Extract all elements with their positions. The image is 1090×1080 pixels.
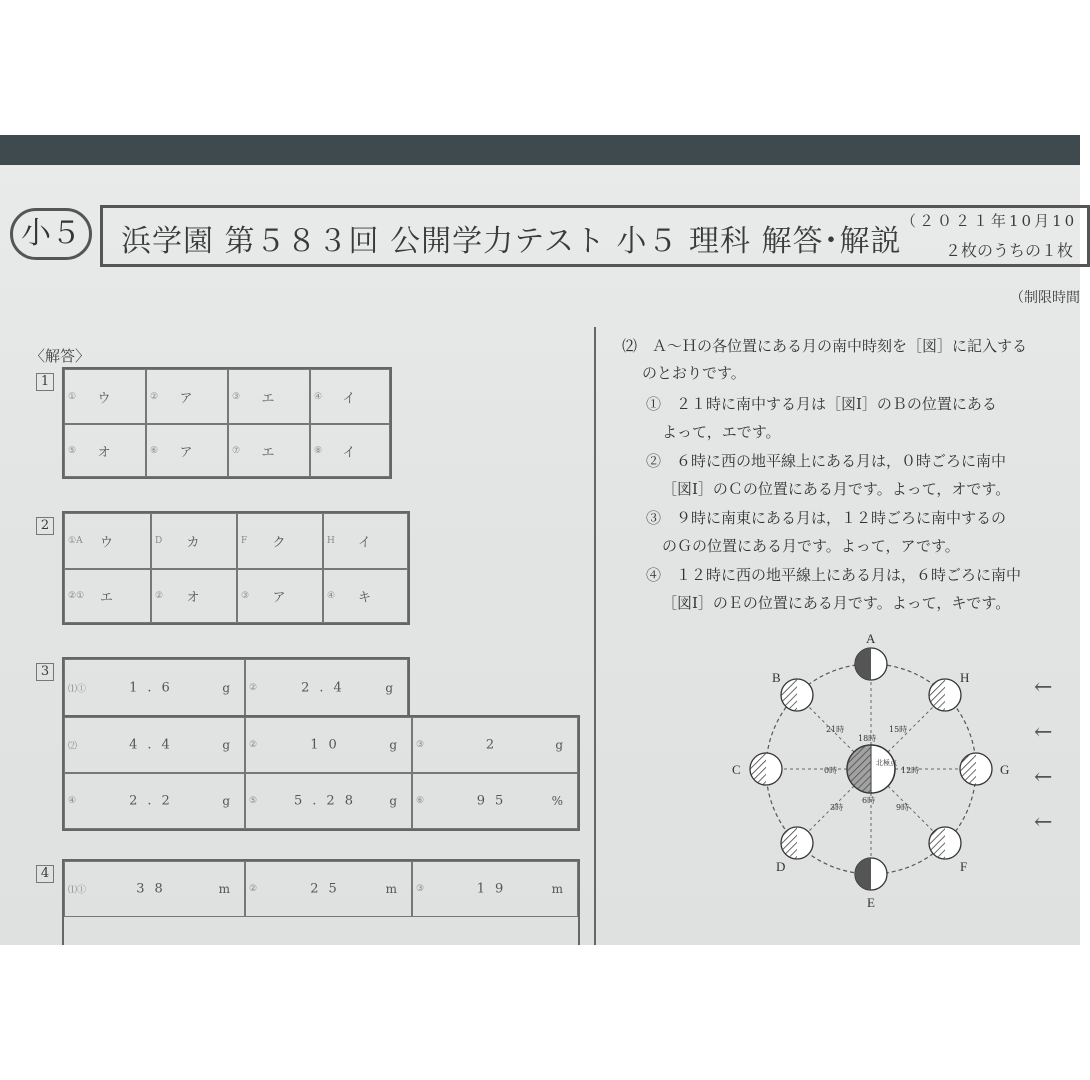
q2-cell: ④ キ bbox=[323, 569, 408, 623]
time-label: 0時 bbox=[824, 766, 838, 775]
q3-cell: ④ 2.2 g bbox=[64, 773, 245, 829]
title-box bbox=[100, 205, 1090, 267]
answer-sheet bbox=[0, 165, 1080, 945]
explanation-item-1-cont: よって，エです。 bbox=[662, 423, 781, 441]
page-count: ２枚のうちの１枚 bbox=[945, 241, 1074, 260]
explanation-item-2: ② ６時に西の地平線上にある月は，０時ごろに南中 bbox=[646, 452, 1007, 470]
q3-cell: ⑵ 4.4 g bbox=[64, 717, 245, 773]
moon-a-icon bbox=[855, 648, 887, 680]
grade-badge: 小５ bbox=[10, 208, 92, 260]
q1-answer-grid bbox=[62, 367, 392, 479]
moon-e-icon bbox=[855, 858, 887, 890]
sunlight-arrow-icon: ← bbox=[1034, 765, 1053, 790]
q2-cell: F ク bbox=[237, 513, 323, 569]
q2-cell: ③ ア bbox=[237, 569, 323, 623]
explanation-item-4: ④ １２時に西の地平線上にある月は，６時ごろに南中 bbox=[646, 566, 1022, 584]
moon-d-icon bbox=[781, 827, 813, 859]
sunlight-arrow-icon: ← bbox=[1034, 810, 1053, 835]
q3-cell: ⑴① 1.6 g bbox=[64, 659, 245, 717]
q2-cell: H イ bbox=[323, 513, 408, 569]
moon-c-icon bbox=[750, 753, 782, 785]
time-label: 6時 bbox=[862, 796, 876, 805]
desk-background bbox=[0, 135, 1080, 165]
column-divider bbox=[594, 327, 596, 947]
explanation-item-1: ① ２１時に南中する月は［図Ⅰ］のＢの位置にある bbox=[646, 395, 997, 413]
q1-cell: ② ア bbox=[146, 369, 228, 424]
label-h: H bbox=[960, 670, 970, 685]
moon-phase-figure bbox=[726, 631, 1026, 947]
q3-cell: ② 2.4 g bbox=[245, 659, 408, 717]
explanation-heading-cont: のとおりです。 bbox=[642, 364, 746, 382]
explanation-item-3: ③ ９時に南東にある月は，１２時ごろに南中するの bbox=[646, 509, 1007, 527]
q1-cell: ⑦ エ bbox=[228, 424, 310, 477]
q3-cell: ③ 2 g bbox=[412, 717, 578, 773]
test-date: （２０２１年10月10 bbox=[901, 212, 1078, 230]
label-d: D bbox=[776, 859, 786, 874]
time-label: 9時 bbox=[896, 803, 910, 812]
label-a: A bbox=[866, 631, 876, 646]
q3-cell: ⑤ 5.28 g bbox=[245, 773, 412, 829]
q3-rows bbox=[62, 715, 580, 831]
q1-cell: ③ エ bbox=[228, 369, 310, 424]
q1-cell: ⑥ ア bbox=[146, 424, 228, 477]
sunlight-arrow-icon: ← bbox=[1034, 720, 1053, 745]
q1-cell: ⑧ イ bbox=[310, 424, 390, 477]
label-g: G bbox=[1000, 762, 1010, 777]
moon-f-icon bbox=[929, 827, 961, 859]
q3-cell: ② 10 g bbox=[245, 717, 412, 773]
q1-cell: ⑤ オ bbox=[64, 424, 146, 477]
explanation-item-4-cont: ［図Ⅰ］のＥの位置にある月です。よって，キです。 bbox=[662, 594, 1011, 612]
moon-b-icon bbox=[781, 679, 813, 711]
q4-answer-grid bbox=[62, 859, 580, 959]
q1-cell: ① ウ bbox=[64, 369, 146, 424]
photo-frame bbox=[0, 135, 1080, 945]
explanation-item-2-cont: ［図Ⅰ］のＣの位置にある月です。よって，オです。 bbox=[662, 480, 1011, 498]
time-label: 3時 bbox=[830, 803, 844, 812]
q1-cell: ④ イ bbox=[310, 369, 390, 424]
earth-label: 北極点 bbox=[876, 759, 897, 767]
answers-label: 〈解答〉 bbox=[30, 347, 91, 365]
time-label: 15時 bbox=[889, 725, 908, 734]
label-e: E bbox=[867, 895, 875, 910]
time-limit: （制限時間 bbox=[1010, 290, 1080, 306]
question-number-4: 4 bbox=[36, 865, 54, 883]
time-label: 18時 bbox=[858, 734, 877, 743]
question-number-3: 3 bbox=[36, 663, 54, 681]
q2-cell: ①A ウ bbox=[64, 513, 151, 569]
q4-cell: ③ 19 m bbox=[412, 861, 578, 917]
top-margin bbox=[0, 0, 1080, 135]
page-title: 浜学園 第５８３回 公開学力テスト 小５ 理科 解答･解説 bbox=[121, 224, 902, 259]
explanation-heading: ⑵ Ａ～Ｈの各位置にある月の南中時刻を［図］に記入する bbox=[622, 337, 1028, 355]
label-f: F bbox=[960, 859, 968, 874]
time-label: 21時 bbox=[826, 725, 845, 734]
moon-h-icon bbox=[929, 679, 961, 711]
earth-icon bbox=[847, 745, 895, 793]
question-number-1: 1 bbox=[36, 373, 54, 391]
q3-row1 bbox=[62, 657, 410, 717]
label-b: B bbox=[772, 670, 781, 685]
question-number-2: 2 bbox=[36, 517, 54, 535]
q4-cell: ⑴① 38 m bbox=[64, 861, 245, 917]
q4-cell: ② 25 m bbox=[245, 861, 412, 917]
q3-cell: ⑥ 95 % bbox=[412, 773, 578, 829]
label-c: C bbox=[732, 762, 741, 777]
moon-g-icon bbox=[960, 753, 992, 785]
explanation-item-3-cont: のＧの位置にある月です。よって，アです。 bbox=[662, 537, 960, 555]
q2-cell: ②① エ bbox=[64, 569, 151, 623]
time-label: 12時 bbox=[901, 766, 920, 775]
q2-answer-grid bbox=[62, 511, 410, 625]
q2-cell: D カ bbox=[151, 513, 237, 569]
sunlight-arrow-icon: ← bbox=[1034, 675, 1053, 700]
bottom-margin bbox=[0, 945, 1080, 1080]
q2-cell: ② オ bbox=[151, 569, 237, 623]
